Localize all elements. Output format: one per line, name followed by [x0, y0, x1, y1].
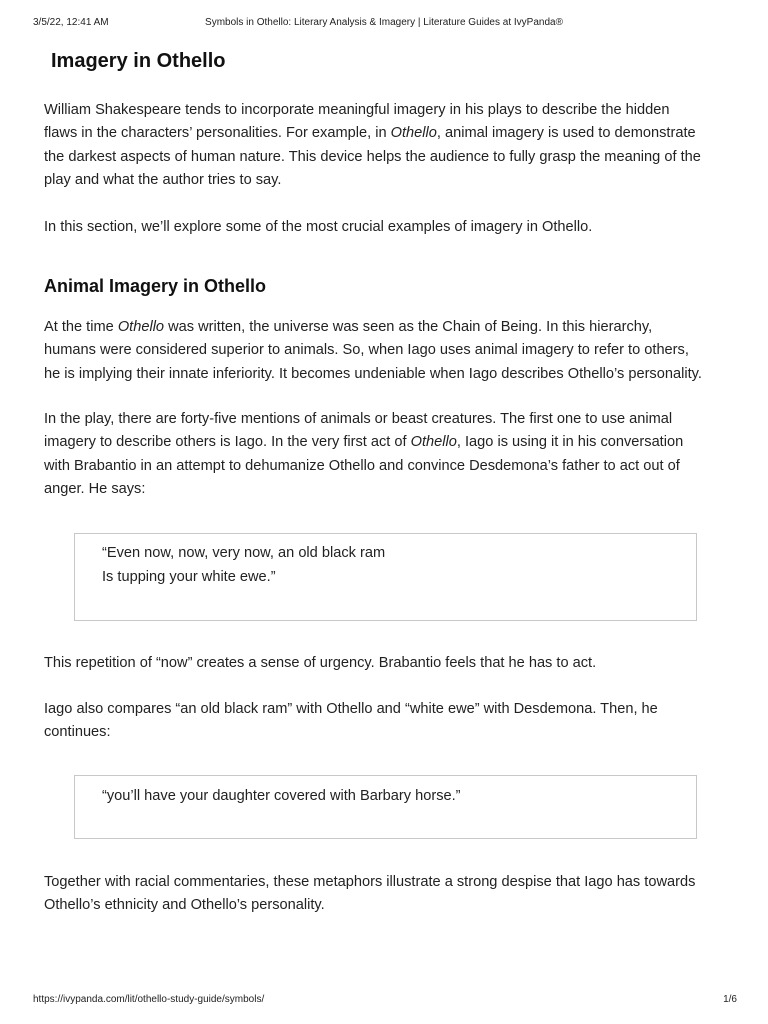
- print-page-number: 1/6: [723, 994, 737, 1005]
- play-title-italic: Othello: [410, 434, 457, 451]
- text-line: anger. He says:: [44, 481, 146, 498]
- text-line: Together with racial commentaries, these metaphors illustrate a strong despise that Iago has towards: [44, 874, 696, 890]
- quote-line: Is tupping your white ewe.”: [102, 569, 276, 585]
- text-line: with Brabantio in an attempt to dehumanize Othello and convince Desdemona’s father to act out of: [44, 457, 680, 474]
- print-page-title: Symbols in Othello: Literary Analysis & Imagery | Literature Guides at IvyPanda®: [205, 17, 563, 28]
- text-line: [44, 122, 734, 145]
- text-line: the darkest aspects of human nature. This device helps the audience to fully grasp the meaning of the: [44, 148, 701, 165]
- mentions-paragraph: [44, 408, 734, 502]
- text-line: continues:: [44, 724, 111, 741]
- section-intro-paragraph: [44, 216, 734, 239]
- print-datetime: 3/5/22, 12:41 AM: [33, 17, 109, 28]
- repetition-paragraph: [44, 652, 734, 675]
- text-line: he is implying their innate inferiority. It becomes undeniable when Iago describes Othello’s personality.: [44, 365, 702, 382]
- text-run: , animal imagery is used to demonstrate: [436, 125, 696, 142]
- print-footer: [0, 994, 768, 1008]
- text-line: In the play, there are forty-five mentions of animals or beast creatures. The first one to use animal: [44, 411, 673, 427]
- text-run: was written, the universe was seen as the Chain of Being. In this hierarchy,: [164, 319, 653, 335]
- chain-of-being-paragraph: [44, 316, 734, 386]
- article-heading: Imagery in Othello: [51, 50, 226, 72]
- compare-paragraph: [44, 698, 734, 745]
- closing-paragraph: [44, 871, 734, 918]
- blockquote-ram: [74, 533, 697, 621]
- text-run: , Iago is using it in his conversation: [456, 434, 684, 451]
- text-line: [44, 431, 734, 454]
- blockquote-horse: [74, 775, 697, 839]
- play-title-italic: Othello: [117, 319, 165, 335]
- play-title-italic: Othello: [390, 125, 437, 142]
- quote-line: “you’ll have your daughter covered with Barbary horse.”: [102, 788, 461, 804]
- text-run: flaws in the characters’ personalities. For example, in: [44, 125, 391, 142]
- text-line: Othello’s ethnicity and Othello’s personality.: [44, 897, 325, 914]
- text-line: This repetition of “now” creates a sense of urgency. Brabantio feels that he has to act.: [44, 655, 597, 671]
- text-run: imagery to describe others is Iago. In the very first act of: [44, 434, 411, 451]
- intro-paragraph: [44, 99, 734, 193]
- print-header: [0, 17, 768, 31]
- quote-line: “Even now, now, very now, an old black ram: [102, 545, 386, 561]
- section-subheading: Animal Imagery in Othello: [44, 276, 267, 296]
- text-line: [44, 316, 734, 339]
- text-line: In this section, we’ll explore some of the most crucial examples of imagery in Othello.: [44, 219, 593, 235]
- text-line: play and what the author tries to say.: [44, 172, 282, 189]
- print-url: https://ivypanda.com/lit/othello-study-guide/symbols/: [33, 994, 265, 1005]
- text-run: At the time: [44, 319, 118, 335]
- text-line: humans were considered superior to animals. So, when Iago uses animal imagery to refer to others,: [44, 342, 689, 359]
- text-line: Iago also compares “an old black ram” with Othello and “white ewe” with Desdemona. Then, he: [44, 701, 658, 717]
- text-line: William Shakespeare tends to incorporate meaningful imagery in his plays to describe the hidden: [44, 102, 670, 118]
